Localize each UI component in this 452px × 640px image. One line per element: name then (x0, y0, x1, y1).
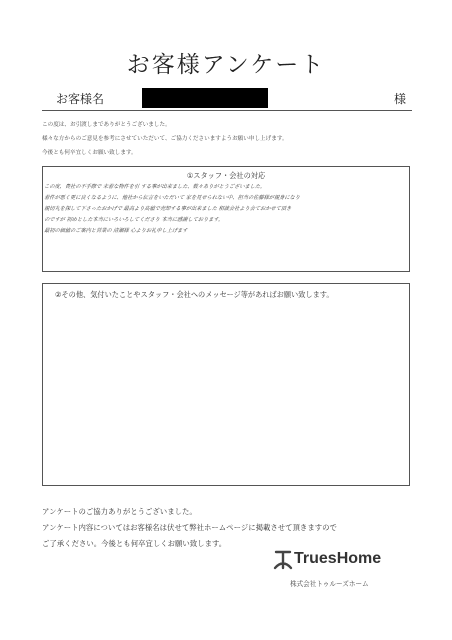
closing-text (42, 504, 422, 552)
customer-name-label: お客様名 (56, 92, 105, 106)
handwritten-line: のですが 初めとした本当にいろいろしてくださり 本当に感謝しております。 (43, 217, 224, 223)
honorific-suffix: 様 (393, 92, 406, 106)
intro-text (42, 118, 422, 160)
intro-line: 今後とも何卒宜しくお願い致します。 (42, 150, 137, 156)
handwritten-comment (44, 182, 384, 237)
other-comments-heading: ②その他、気付いたことやスタッフ・会社へのメッセージ等があればお願い致します。 (55, 290, 334, 299)
handwritten-line: 最初の価値のご案内と営業の 清瀬様 心よりお礼申し上げます (43, 228, 188, 234)
handwritten-line: 着件が悪く更に良くなるように、他社から伝言をいただいて 家を見せられない中、担当の佐藤様が親身になり (43, 195, 301, 201)
logo-mark-icon (272, 548, 294, 572)
intro-line: 様々な方からのご意見を参考にさせていただいて、ご協力くださいますようお願い申し上げます。 (42, 136, 288, 142)
company-name: 株式会社トゥルーズホーム (290, 580, 369, 588)
page-title: お客様アンケート (126, 52, 326, 78)
closing-line: ご了承ください。今後とも何卒宜しくお願い致します。 (42, 539, 227, 548)
handwritten-line: 親切丸を探して下さったおかげで 最高より高値で売却する事が出来ました 相談会社より会ておかせて頂き (43, 206, 292, 212)
staff-response-heading: ①スタッフ・会社の対応 (186, 171, 266, 180)
closing-line: アンケートのご協力ありがとうございました。 (42, 507, 197, 516)
redacted-name (142, 88, 268, 108)
handwritten-line: この度、貴社の不手際で 未着な物件を引 する事が出来ました、数々ありがとうございました。 (43, 184, 266, 190)
trueshome-logo (272, 548, 412, 574)
closing-line: アンケート内容についてはお客様名は伏せて弊社ホームページに掲載させて頂きますので (42, 523, 337, 532)
intro-line: この度は、お引渡しまでありがとうございました。 (42, 122, 171, 128)
customer-name-row (42, 86, 412, 111)
logo-text: TruesHome (294, 550, 382, 567)
other-comments-box (42, 283, 410, 486)
